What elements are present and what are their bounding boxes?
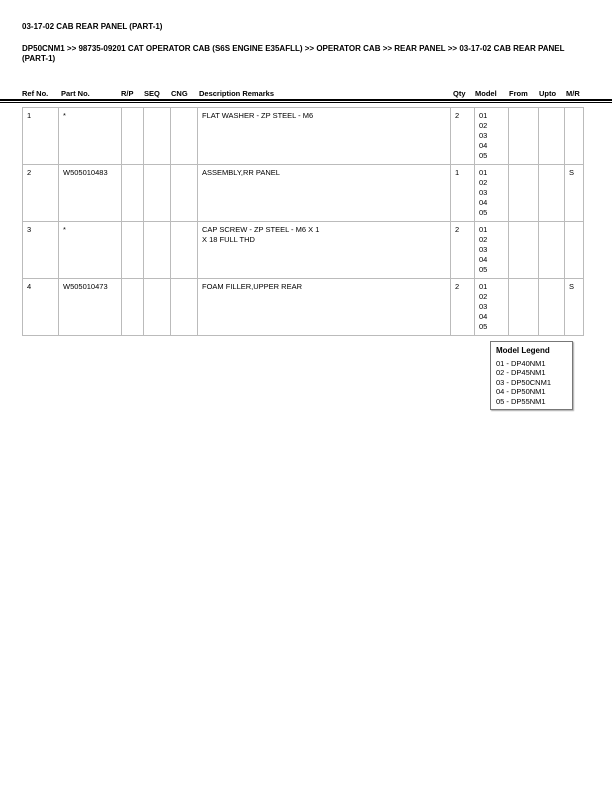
cell-desc: FOAM FILLER,UPPER REAR: [198, 279, 451, 336]
cell-empty: [509, 279, 539, 336]
cell-model: 01 02 03 04 05: [475, 222, 509, 279]
cell-empty: [539, 165, 565, 222]
cell-empty: [144, 279, 171, 336]
cell-empty: [171, 222, 198, 279]
cell-empty: [171, 108, 198, 165]
cell-empty: [539, 279, 565, 336]
column-header: Qty: [453, 89, 466, 98]
cell-empty: [509, 222, 539, 279]
cell-empty: [509, 108, 539, 165]
cell-empty: [509, 165, 539, 222]
header-divider: [0, 99, 612, 101]
cell-part: W505010483: [59, 165, 122, 222]
model-legend: [490, 341, 573, 410]
cell-ref: 2: [23, 165, 59, 222]
cell-model: 01 02 03 04 05: [475, 279, 509, 336]
cell-model: 01 02 03 04 05: [475, 108, 509, 165]
cell-part: *: [59, 108, 122, 165]
cell-empty: [144, 165, 171, 222]
cell-desc: ASSEMBLY,RR PANEL: [198, 165, 451, 222]
parts-table: [22, 107, 584, 336]
cell-empty: [171, 165, 198, 222]
legend-item: 05 - DP55NM1: [496, 396, 546, 406]
column-header: Description Remarks: [199, 89, 275, 98]
cell-empty: [122, 165, 144, 222]
column-header: From: [509, 89, 528, 98]
column-header: Ref No.: [22, 89, 49, 98]
cell-empty: [122, 222, 144, 279]
legend-item: 01 - DP40NM1: [496, 358, 546, 368]
cell-ref: 3: [23, 222, 59, 279]
cell-part: W505010473: [59, 279, 122, 336]
column-header: Part No.: [61, 89, 90, 98]
cell-desc: CAP SCREW - ZP STEEL - M6 X 1 X 18 FULL THD: [198, 222, 451, 279]
cell-model: 01 02 03 04 05: [475, 165, 509, 222]
cell-part: *: [59, 222, 122, 279]
cell-qty: 1: [451, 165, 475, 222]
legend-title: Model Legend: [496, 346, 550, 355]
cell-mr: S: [565, 165, 584, 222]
cell-desc: FLAT WASHER - ZP STEEL - M6: [198, 108, 451, 165]
cell-mr: [565, 222, 584, 279]
cell-ref: 4: [23, 279, 59, 336]
cell-empty: [144, 222, 171, 279]
legend-item: 03 - DP50CNM1: [496, 377, 552, 387]
column-header: M/R: [566, 89, 580, 98]
legend-item: 04 - DP50NM1: [496, 387, 546, 396]
table-row: [23, 108, 584, 165]
cell-empty: [539, 108, 565, 165]
cell-mr: S: [565, 279, 584, 336]
table-row: [23, 222, 584, 279]
cell-empty: [122, 279, 144, 336]
cell-qty: 2: [451, 222, 475, 279]
cell-qty: 2: [451, 108, 475, 165]
table-row: [23, 165, 584, 222]
cell-qty: 2: [451, 279, 475, 336]
column-header: R/P: [121, 89, 134, 98]
cell-empty: [171, 279, 198, 336]
page-title: 03-17-02 CAB REAR PANEL (PART-1): [22, 22, 163, 31]
column-header: SEQ: [144, 89, 160, 98]
table-row: [23, 279, 584, 336]
breadcrumb: DP50CNM1 >> 98735-09201 CAT OPERATOR CAB (S6S ENGINE E35AFLL) >> OPERATOR CAB >> REAR PANEL >> 03-17-02 CAB REAR PANEL (PART-1): [22, 44, 565, 63]
column-header: Upto: [539, 89, 557, 98]
cell-empty: [144, 108, 171, 165]
cell-empty: [122, 108, 144, 165]
column-header: CNG: [171, 89, 188, 98]
cell-mr: [565, 108, 584, 165]
header-divider-thin: [0, 102, 612, 103]
legend-item: 02 - DP45NM1: [496, 368, 546, 377]
cell-empty: [539, 222, 565, 279]
cell-ref: 1: [23, 108, 59, 165]
column-header: Model: [475, 89, 497, 98]
